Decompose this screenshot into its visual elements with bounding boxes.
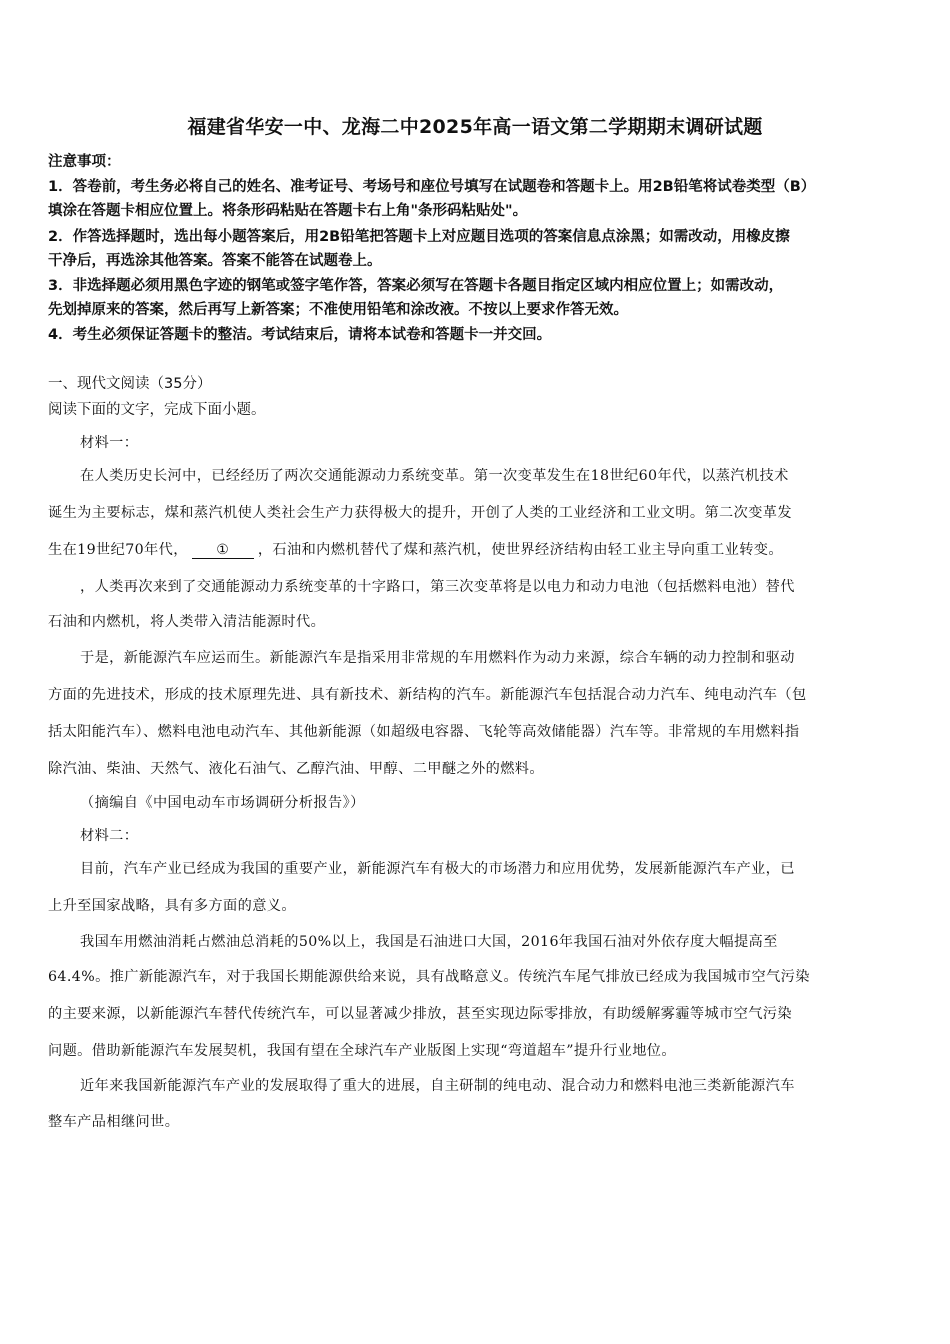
section-heading: 一、现代文阅读（35分）: [48, 376, 212, 392]
material1-source: （摘编自《中国电动车市场调研分析报告》）: [80, 795, 365, 811]
notice-line: 3．非选择题必须用黑色字迹的钢笔或签字笔作答，答案必须写在答题卡各题目指定区域内相应位置上；如需改动，: [48, 278, 784, 294]
material1-paragraph-line: 除汽油、柴油、天然气、液化石油气、乙醇汽油、甲醇、二甲醚之外的燃料。: [48, 761, 544, 777]
text-after-blank: ，石油和内燃机替代了煤和蒸汽机，使世界经济结构由轻工业主导向重工业转变。: [257, 542, 783, 558]
material2-paragraph-line: 我国车用燃油消耗占燃油总消耗的50%以上，我国是石油进口大国，2016年我国石油对外依存度大幅提高至: [80, 934, 778, 950]
material1-label: 材料一：: [80, 435, 139, 451]
notice-line: 2．作答选择题时，选出每小题答案后，用2B铅笔把答题卡上对应题目选项的答案信息点涂黑；如需改动，用橡皮擦: [48, 229, 790, 245]
notice-line: 1．答卷前，考生务必将自己的姓名、准考证号、考场号和座位号填写在试题卷和答题卡上。用2B铅笔将试卷类型（B）: [48, 179, 816, 195]
material1-paragraph-line: 于是，新能源汽车应运而生。新能源汽车是指采用非常规的车用燃料作为动力来源，综合车辆的动力控制和驱动: [80, 650, 795, 666]
material1-paragraph-line: 括太阳能汽车）、燃料电池电动汽车、其他新能源（如超级电容器、飞轮等高效储能器）汽车等。非常规的车用燃料指: [48, 724, 800, 740]
material2-paragraph-line: 的主要来源，以新能源汽车替代传统汽车，可以显著减少排放，甚至实现边际零排放，有助缓解雾霾等城市空气污染: [48, 1006, 792, 1022]
material2-paragraph-line: 近年来我国新能源汽车产业的发展取得了重大的进展，自主研制的纯电动、混合动力和燃料电池三类新能源汽车: [80, 1078, 795, 1094]
material2-paragraph-line: 64.4%。推广新能源汽车，对于我国长期能源供给来说，具有战略意义。传统汽车尾气排放已经成为我国城市空气污染: [48, 969, 810, 985]
exam-title: 福建省华安一中、龙海二中2025年高一语文第二学期期末调研试题: [187, 116, 763, 138]
material1-paragraph-line: 石油和内燃机，将人类带入清洁能源时代。: [48, 614, 326, 630]
section-instruction: 阅读下面的文字，完成下面小题。: [48, 402, 266, 418]
material2-paragraph-line: 问题。借助新能源汽车发展契机，我国有望在全球汽车产业版图上实现“弯道超车”提升行业地位。: [48, 1043, 676, 1059]
notice-line: 先划掉原来的答案，然后再写上新答案；不准使用铅笔和涂改液。不按以上要求作答无效。: [48, 302, 628, 318]
notice-line: 填涂在答题卡相应位置上。将条形码粘贴在答题卡右上角"条形码粘贴处"。: [48, 203, 528, 219]
notice-heading: 注意事项：: [48, 154, 121, 170]
material2-label: 材料二：: [80, 828, 139, 844]
material1-paragraph-line: 方面的先进技术，形成的技术原理先进、具有新技术、新结构的汽车。新能源汽车包括混合动力汽车、纯电动汽车（包: [48, 687, 807, 703]
material2-paragraph-line: 目前，汽车产业已经成为我国的重要产业，新能源汽车有极大的市场潜力和应用优势，发展新能源汽车产业，已: [80, 861, 795, 877]
material1-paragraph-line: [48, 540, 783, 560]
material1-paragraph-line: 诞生为主要标志，煤和蒸汽机使人类社会生产力获得极大的提升，开创了人类的工业经济和工业文明。第二次变革发: [48, 505, 792, 521]
notice-line: 干净后，再选涂其他答案。答案不能答在试题卷上。: [48, 253, 382, 269]
material2-paragraph-line: 整车产品相继问世。: [48, 1114, 180, 1130]
material1-paragraph-line: 在人类历史长河中，已经经历了两次交通能源动力系统变革。第一次变革发生在18世纪60年代，以蒸汽机技术: [80, 468, 789, 484]
text-before-blank: 生在19世纪70年代，: [48, 542, 188, 558]
material2-paragraph-line: 上升至国家战略，具有多方面的意义。: [48, 898, 296, 914]
material1-paragraph-line: ，人类再次来到了交通能源动力系统变革的十字路口，第三次变革将是以电力和动力电池（包括燃料电池）替代: [80, 579, 795, 595]
fill-in-blank-1: ①: [192, 542, 254, 559]
notice-line: 4．考生必须保证答题卡的整洁。考试结束后，请将本试卷和答题卡一并交回。: [48, 327, 552, 343]
